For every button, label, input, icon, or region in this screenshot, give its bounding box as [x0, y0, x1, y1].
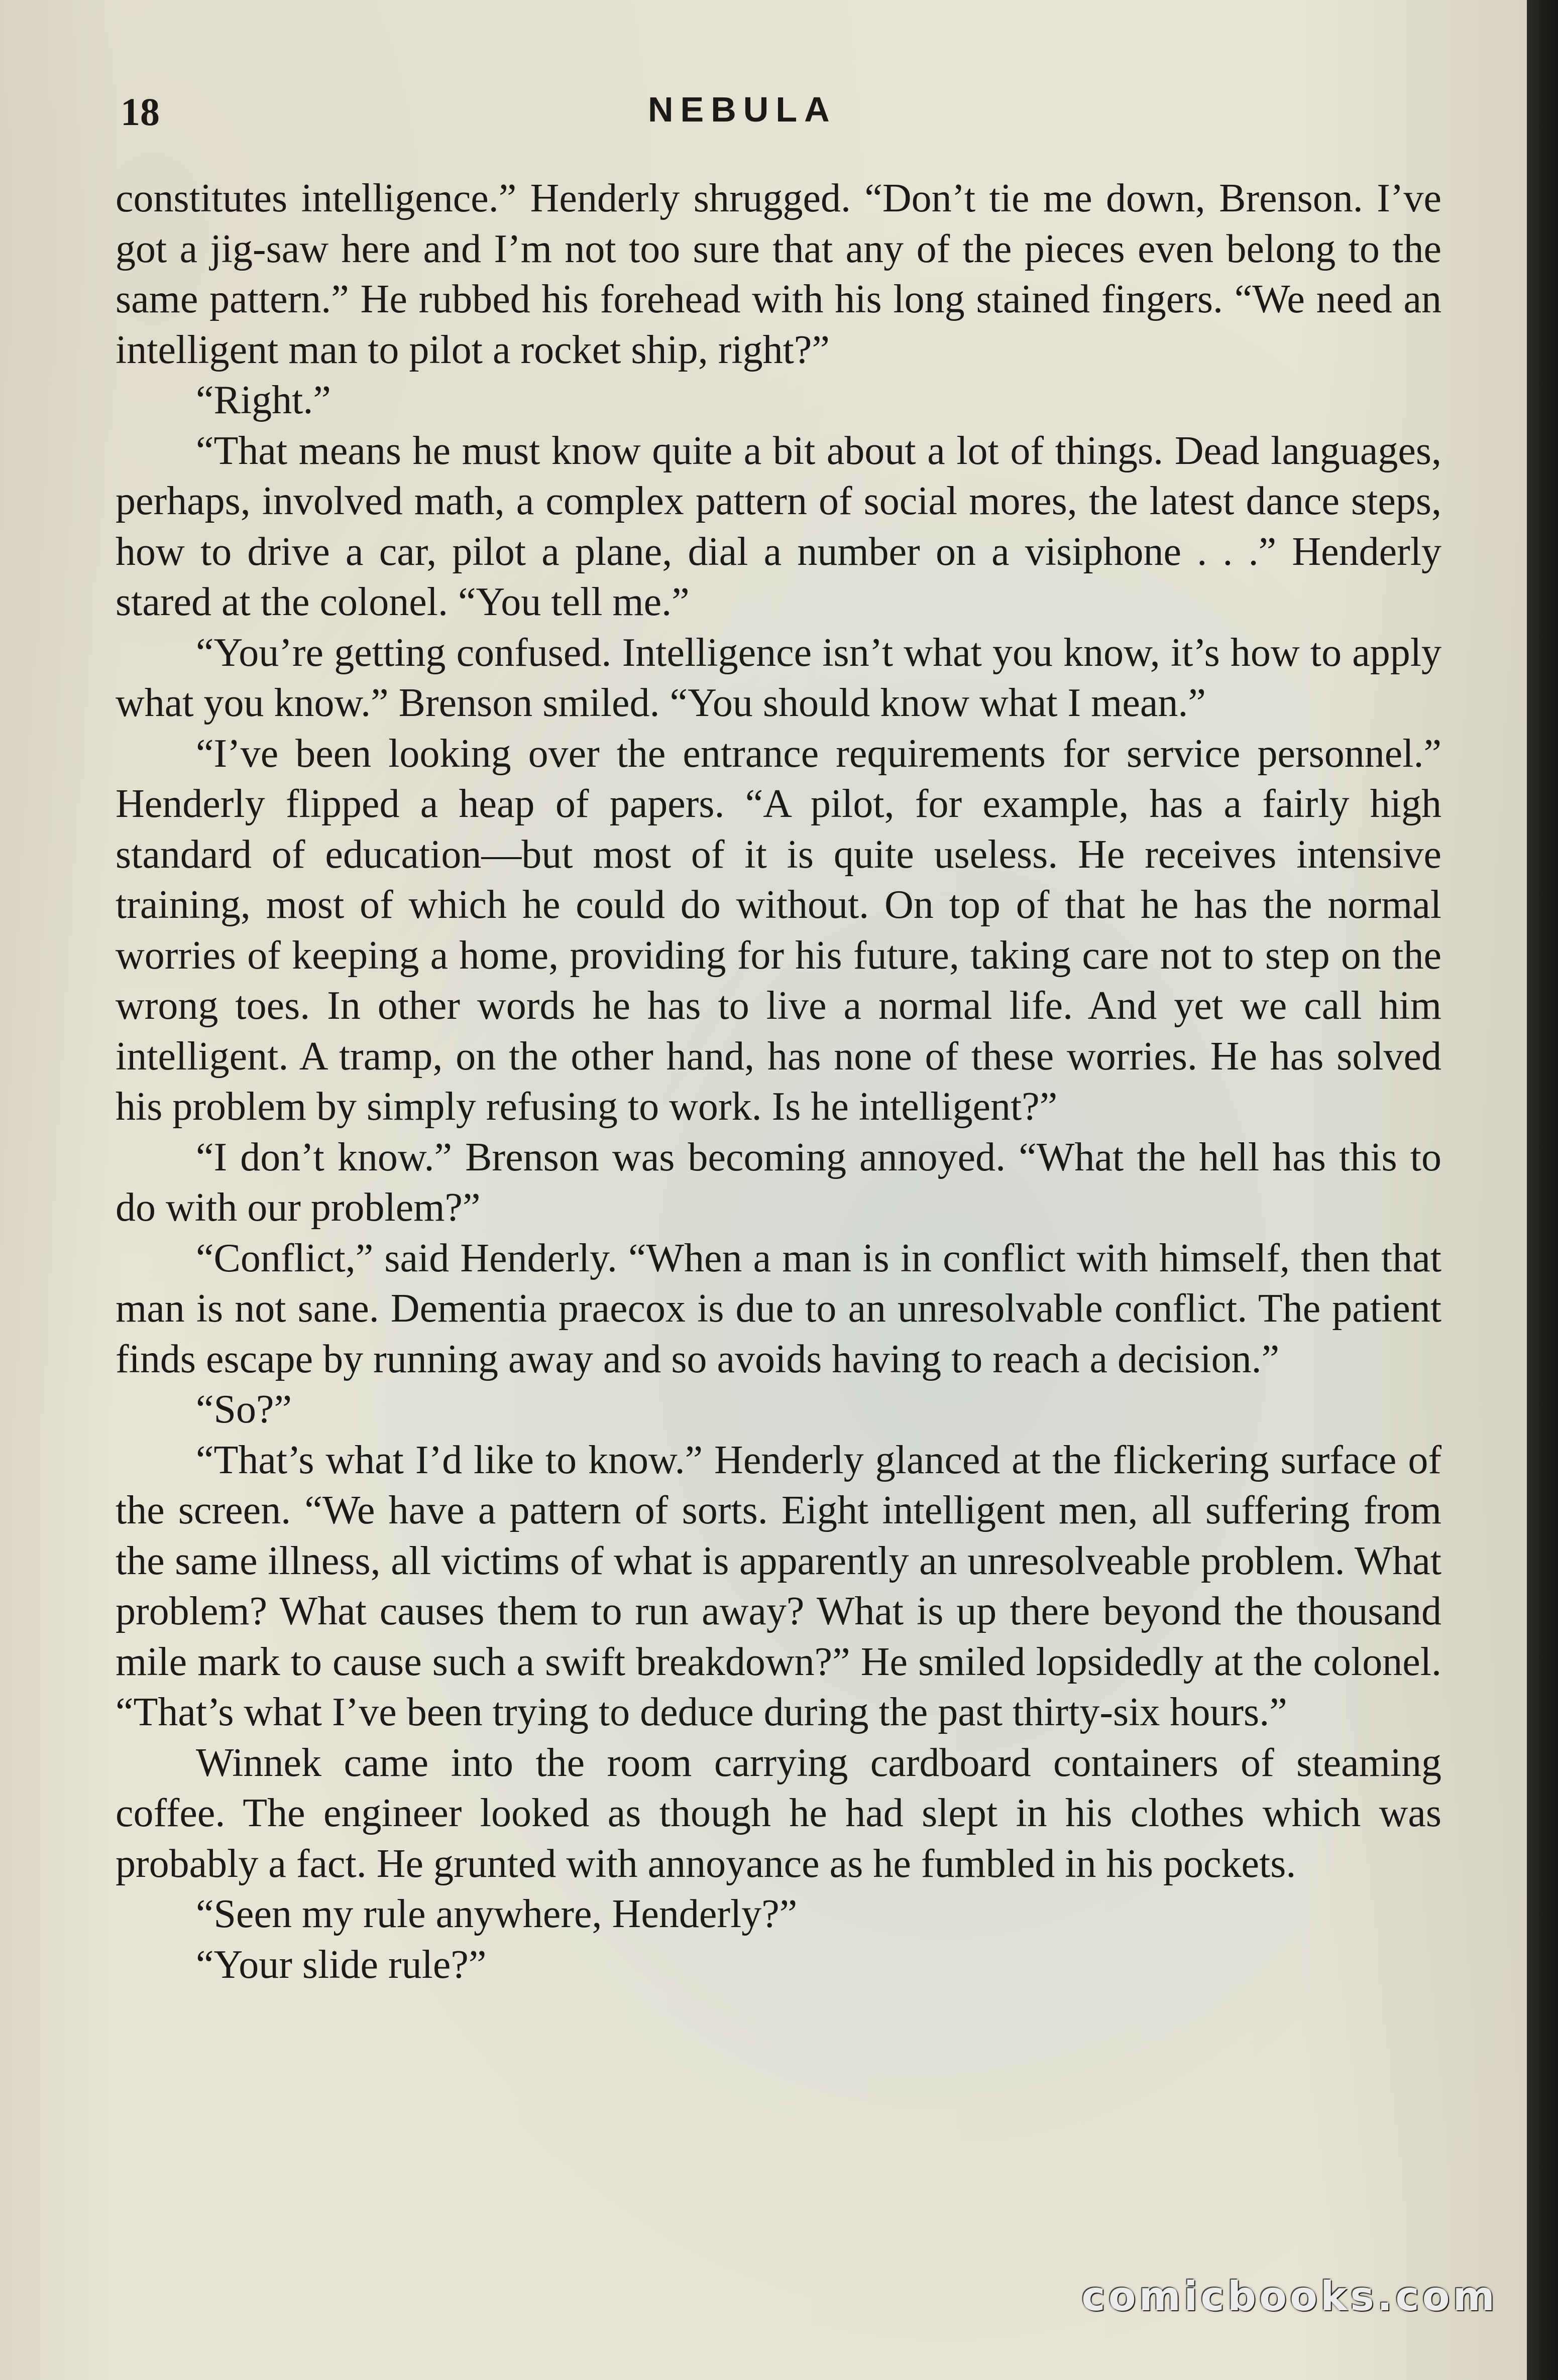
paragraph: Winnek came into the room carrying cardboard containers of steaming coffee. The engineer looked as though he had slept in his clothes which was probably a fact. He grunted with annoyance as he fumbled in his pockets.	[116, 1740, 1441, 1886]
watermark: comicbooks.com	[1081, 2273, 1498, 2320]
paragraph: “You’re getting confused. Intelligence isn’t what you know, it’s how to apply what you know.” Brenson smiled. “You should know what I mean.”	[116, 630, 1441, 725]
paragraph: “Conflict,” said Henderly. “When a man is in conflict with himself, then that man is not sane. Dementia praecox is due to an unresolvable conflict. The patient finds escape by running away and so avoids having to reach a decision.”	[116, 1236, 1441, 1381]
paragraph: “That’s what I’d like to know.” Henderly glanced at the flickering surface of the screen. “We have a pattern of sorts. Eight intelligent men, all suffering from the same illness, all victims of what is apparently an unresolveable problem. What problem? What causes them to run away? What is up there beyond the thousand mile mark to cause such a swift breakdown?” He smiled lopsidedly at the colonel. “That’s what I’ve been trying to deduce during the past thirty-six hours.”	[116, 1438, 1441, 1734]
paragraph: “I’ve been looking over the entrance requirements for service personnel.” Henderly flipped a heap of papers. “A pilot, for example, has a fairly high standard of education—but most of it is quite useless. He receives intensive training, most of which he could do without. On top of that he has the normal worries of keeping a home, providing for his future, taking care not to step on the wrong toes. In other words he has to live a normal life. And yet we call him intelligent. A tramp, on the other hand, has none of these worries. He has solved his problem by simply refusing to work. Is he intelligent?”	[116, 731, 1441, 1129]
paragraph: “That means he must know quite a bit about a lot of things. Dead languages, perhaps, involved math, a complex pattern of social mores, the latest dance steps, how to drive a car, pilot a plane, dial a number on a visiphone . . .” Henderly stared at the colonel. “You tell me.”	[116, 428, 1441, 624]
paragraph: “Right.”	[196, 378, 331, 422]
page-header	[0, 89, 1527, 140]
paragraph: “I don’t know.” Brenson was becoming annoyed. “What the hell has this to do with our problem?”	[116, 1135, 1441, 1230]
paragraph: “So?”	[196, 1387, 292, 1432]
paragraph: “Seen my rule anywhere, Henderly?”	[196, 1892, 798, 1936]
page-edge-shadow	[1527, 0, 1558, 2380]
paragraph: constitutes intelligence.” Henderly shrugged. “Don’t tie me down, Brenson. I’ve got a jig-saw here and I’m not too sure that any of the pieces even belong to the same pattern.” He rubbed his forehead with his long stained fingers. “We need an intelligent man to pilot a rocket ship, right?”	[116, 176, 1441, 372]
running-title: NEBULA	[648, 90, 837, 129]
page-number: 18	[121, 90, 160, 134]
body-text	[116, 173, 1441, 1990]
paragraph: “Your slide rule?”	[196, 1942, 487, 1987]
